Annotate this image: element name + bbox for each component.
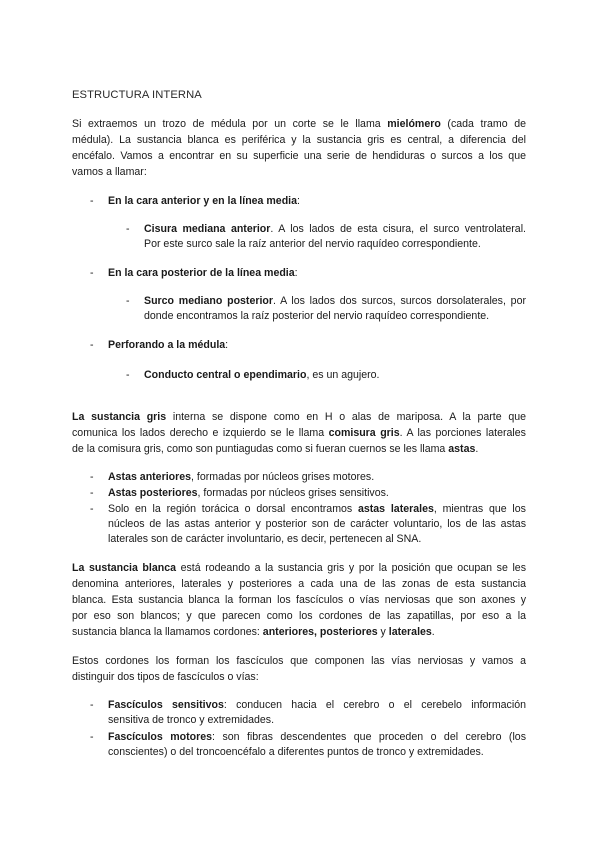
list-item-line-1: Fascículos sensitivos: conducen hacia el cerebro o el cerebelo información xyxy=(108,699,526,711)
bullet-dash: - xyxy=(126,369,130,381)
section-title: ESTRUCTURA INTERNA xyxy=(72,89,202,101)
sub-item-line-1: Conducto central o ependimario, es un agujero. xyxy=(144,369,380,381)
bullet-dash: - xyxy=(90,487,94,499)
sub-item-line-2: Por este surco sale la raíz anterior del nervio raquídeo correspondiente. xyxy=(144,238,481,250)
paragraph-line: denomina anteriores, laterales y posteriores a cada una de las zonas de esta sustancia xyxy=(72,578,526,590)
list-item: En la cara posterior de la línea media: xyxy=(108,267,298,279)
sub-item-line-2: donde encontramos la raíz posterior del nervio raquídeo correspondiente. xyxy=(144,310,490,322)
paragraph-line: Estos cordones los forman los fascículos que componen las vías nerviosas y vamos a xyxy=(72,655,526,667)
list-item: Perforando a la médula: xyxy=(108,339,229,351)
intro-line-2: médula). La sustancia blanca es periférica y la sustancia gris es central, a diferencia del xyxy=(72,134,526,146)
paragraph-line: La sustancia blanca está rodeando a la sustancia gris y por la posición que ocupan se les xyxy=(72,562,526,574)
paragraph-line: por eso son blancos; y que parecen como los cordones de las zapatillas, por eso a la xyxy=(72,610,526,622)
bullet-dash: - xyxy=(126,223,130,235)
paragraph-line: La sustancia gris interna se dispone como en H o alas de mariposa. A la parte que xyxy=(72,411,526,423)
bullet-dash: - xyxy=(90,699,94,711)
bullet-dash: - xyxy=(90,339,94,351)
intro-line-3: encéfalo. Vamos a encontrar en su superficie una serie de hendiduras o surcos a los que xyxy=(72,150,526,162)
paragraph-line: de la comisura gris, como son puntiagudas como si fueran cuernos se les llama astas. xyxy=(72,443,479,455)
paragraph-line: comunica los lados derecho e izquierdo se le llama comisura gris. A las porciones laterales xyxy=(72,427,526,439)
list-item: Astas posteriores, formadas por núcleos grises sensitivos. xyxy=(108,487,389,499)
list-item-line-2: núcleos de las astas anterior y posterior son de carácter voluntario, los de las astas xyxy=(108,518,526,530)
paragraph-line: distinguir dos tipos de fascículos o vías: xyxy=(72,671,259,683)
bullet-dash: - xyxy=(90,731,94,743)
bullet-dash: - xyxy=(90,503,94,515)
bullet-dash: - xyxy=(90,471,94,483)
paragraph-line: blanca. Esta sustancia blanca la forman los fascículos o vías nerviosas que son axones y xyxy=(72,594,526,606)
bullet-dash: - xyxy=(90,195,94,207)
list-item: Astas anteriores, formadas por núcleos grises motores. xyxy=(108,471,375,483)
bullet-dash: - xyxy=(90,267,94,279)
paragraph-line: sustancia blanca la llamamos cordones: anteriores, posteriores y laterales. xyxy=(72,626,435,638)
sub-item-line-1: Surco mediano posterior. A los lados dos surcos, surcos dorsolaterales, por xyxy=(144,295,526,307)
list-item-line-1: Solo en la región torácica o dorsal encontramos astas laterales, mientras que los xyxy=(108,503,526,515)
list-item-line-3: laterales son de carácter involuntario, es decir, pertenecen al SNA. xyxy=(108,533,422,545)
list-item-line-1: Fascículos motores: son fibras descendentes que proceden o del cerebro (los xyxy=(108,731,526,743)
list-item-line-2: sensitiva de tronco y extremidades. xyxy=(108,714,275,726)
list-item-line-2: conscientes) o del troncoencéfalo a diferentes puntos de tronco y extremidades. xyxy=(108,746,484,758)
list-item: En la cara anterior y en la línea media: xyxy=(108,195,300,207)
intro-line-4: vamos a llamar: xyxy=(72,166,147,178)
bullet-dash: - xyxy=(126,295,130,307)
intro-line-1: Si extraemos un trozo de médula por un corte se le llama mielómero (cada tramo de xyxy=(72,118,526,130)
sub-item-line-1: Cisura mediana anterior. A los lados de esta cisura, el surco ventrolateral. xyxy=(144,223,526,235)
